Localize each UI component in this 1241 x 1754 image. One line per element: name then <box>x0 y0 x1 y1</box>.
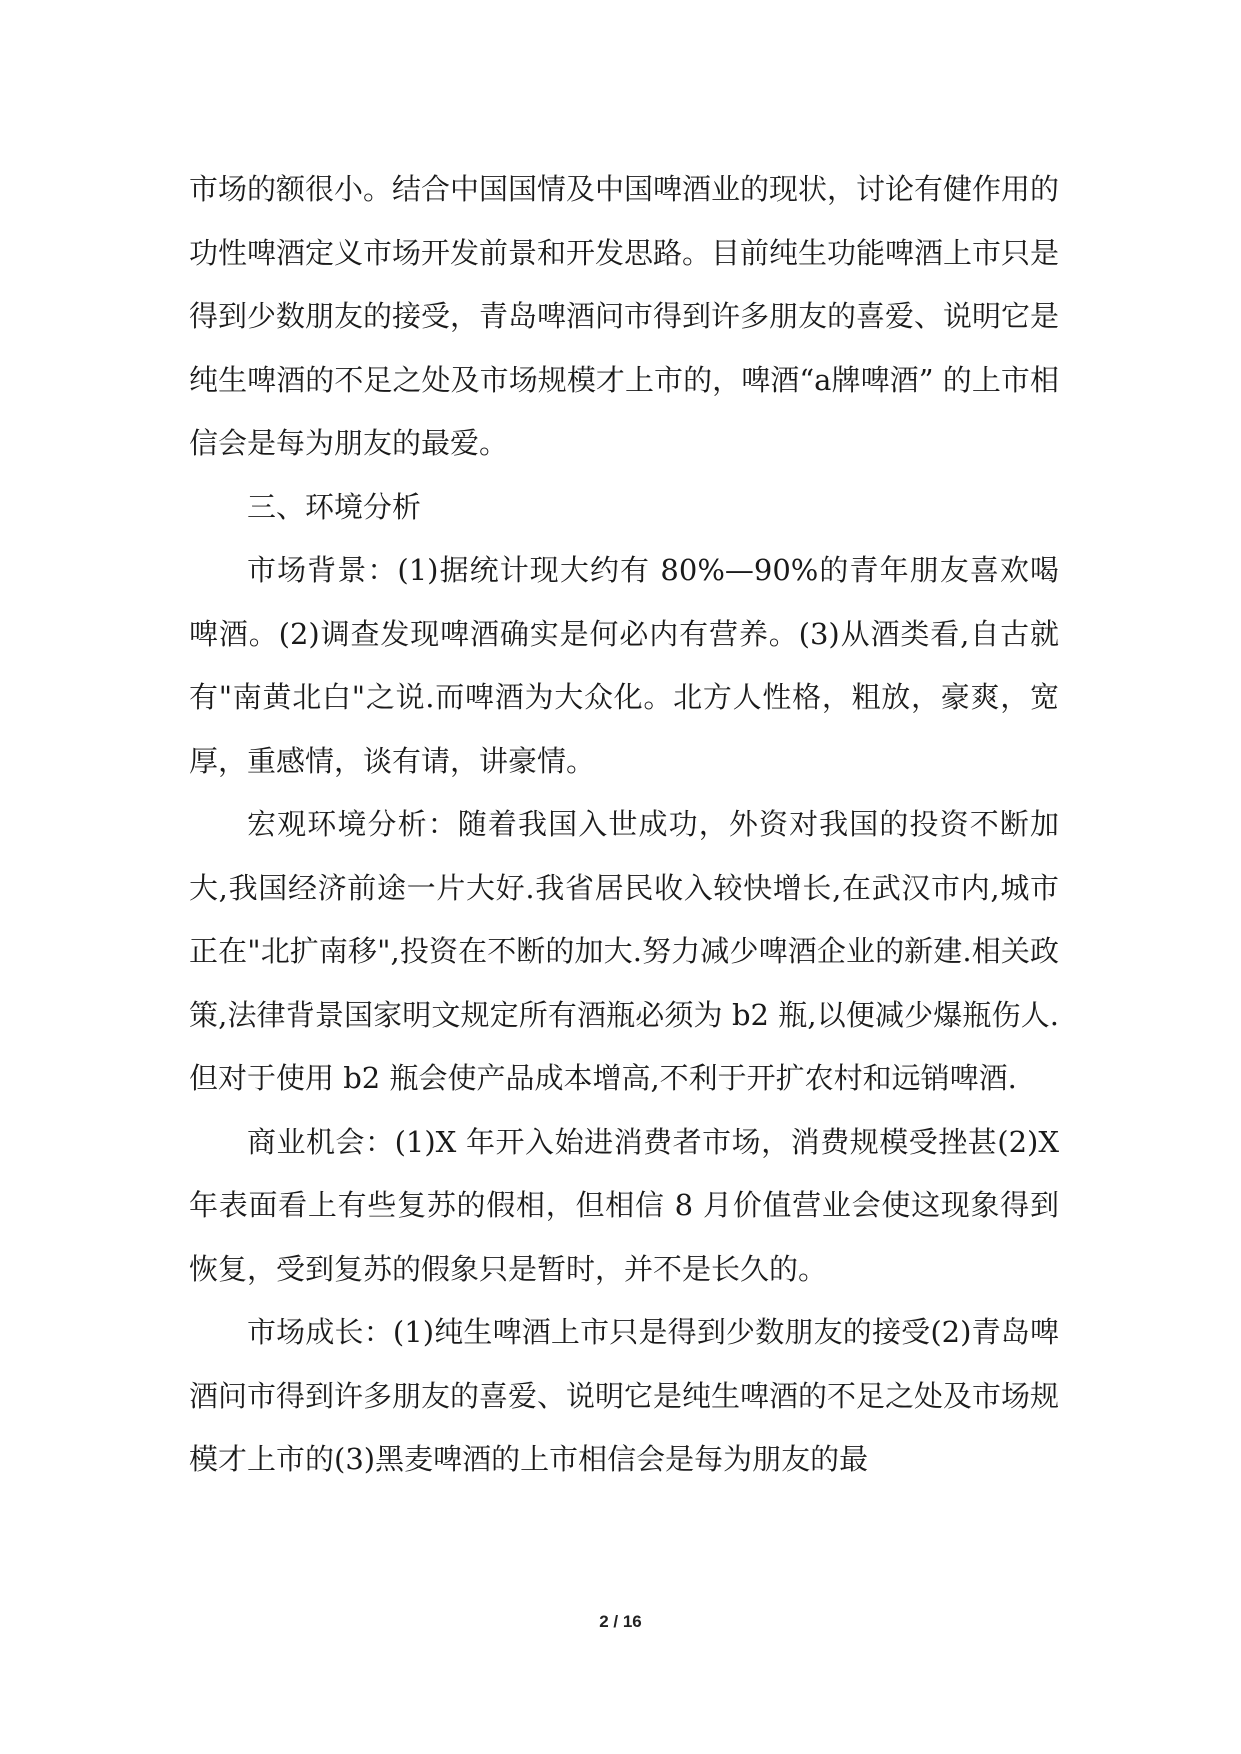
paragraph-market-growth: 市场成长：(1)纯生啤酒上市只是得到少数朋友的接受(2)青岛啤酒问市得到许多朋友的喜爱、说明它是纯生啤酒的不足之处及市场规模才上市的(3)黑麦啤酒的上市相信会是每为朋友的最 <box>189 1315 1060 1476</box>
section-heading-environment-analysis: 三、环境分析 <box>247 489 422 524</box>
paragraph-market-share: 市场的额很小。结合中国国情及中国啤酒业的现状，讨论有健作用的功性啤酒定义市场开发前景和开发思路。目前纯生功能啤酒上市只是得到少数朋友的接受，青岛啤酒问市得到许多朋友的喜爱、说明它是纯生啤酒的不足之处及市场规模才上市的，啤酒“a牌啤酒” 的上市相信会是每为朋友的最爱。 <box>189 172 1060 460</box>
page-number: 2 / 16 <box>599 1612 642 1631</box>
paragraph-macro-environment: 宏观环境分析：随着我国入世成功，外资对我国的投资不断加大,我国经济前途一片大好.我省居民收入较快增长,在武汉市内,城市正在"北扩南移",投资在不断的加大.努力减少啤酒企业的新建.相关政策,法律背景国家明文规定所有酒瓶必须为 b2 瓶,以便减少爆瓶伤人.但对于使用 b2 瓶会使产品成本增高,不利于开扩农村和远销啤酒. <box>189 807 1059 1095</box>
paragraph-market-background: 市场背景：(1)据统计现大约有 80%—90%的青年朋友喜欢喝啤酒。(2)调查发现啤酒确实是何必内有营养。(3)从酒类看,自古就有"南黄北白"之说.而啤酒为大众化。北方人性格，粗放，豪爽，宽厚，重感情，谈有请，讲豪情。 <box>189 553 1059 778</box>
body-text <box>189 158 1059 1492</box>
paragraph-business-opportunity: 商业机会：(1)X 年开入始进消费者市场，消费规模受挫甚(2)X 年表面看上有些复苏的假相，但相信 8 月价值营业会使这现象得到恢复，受到复苏的假象只是暂时，并不是长久的。 <box>189 1124 1059 1286</box>
